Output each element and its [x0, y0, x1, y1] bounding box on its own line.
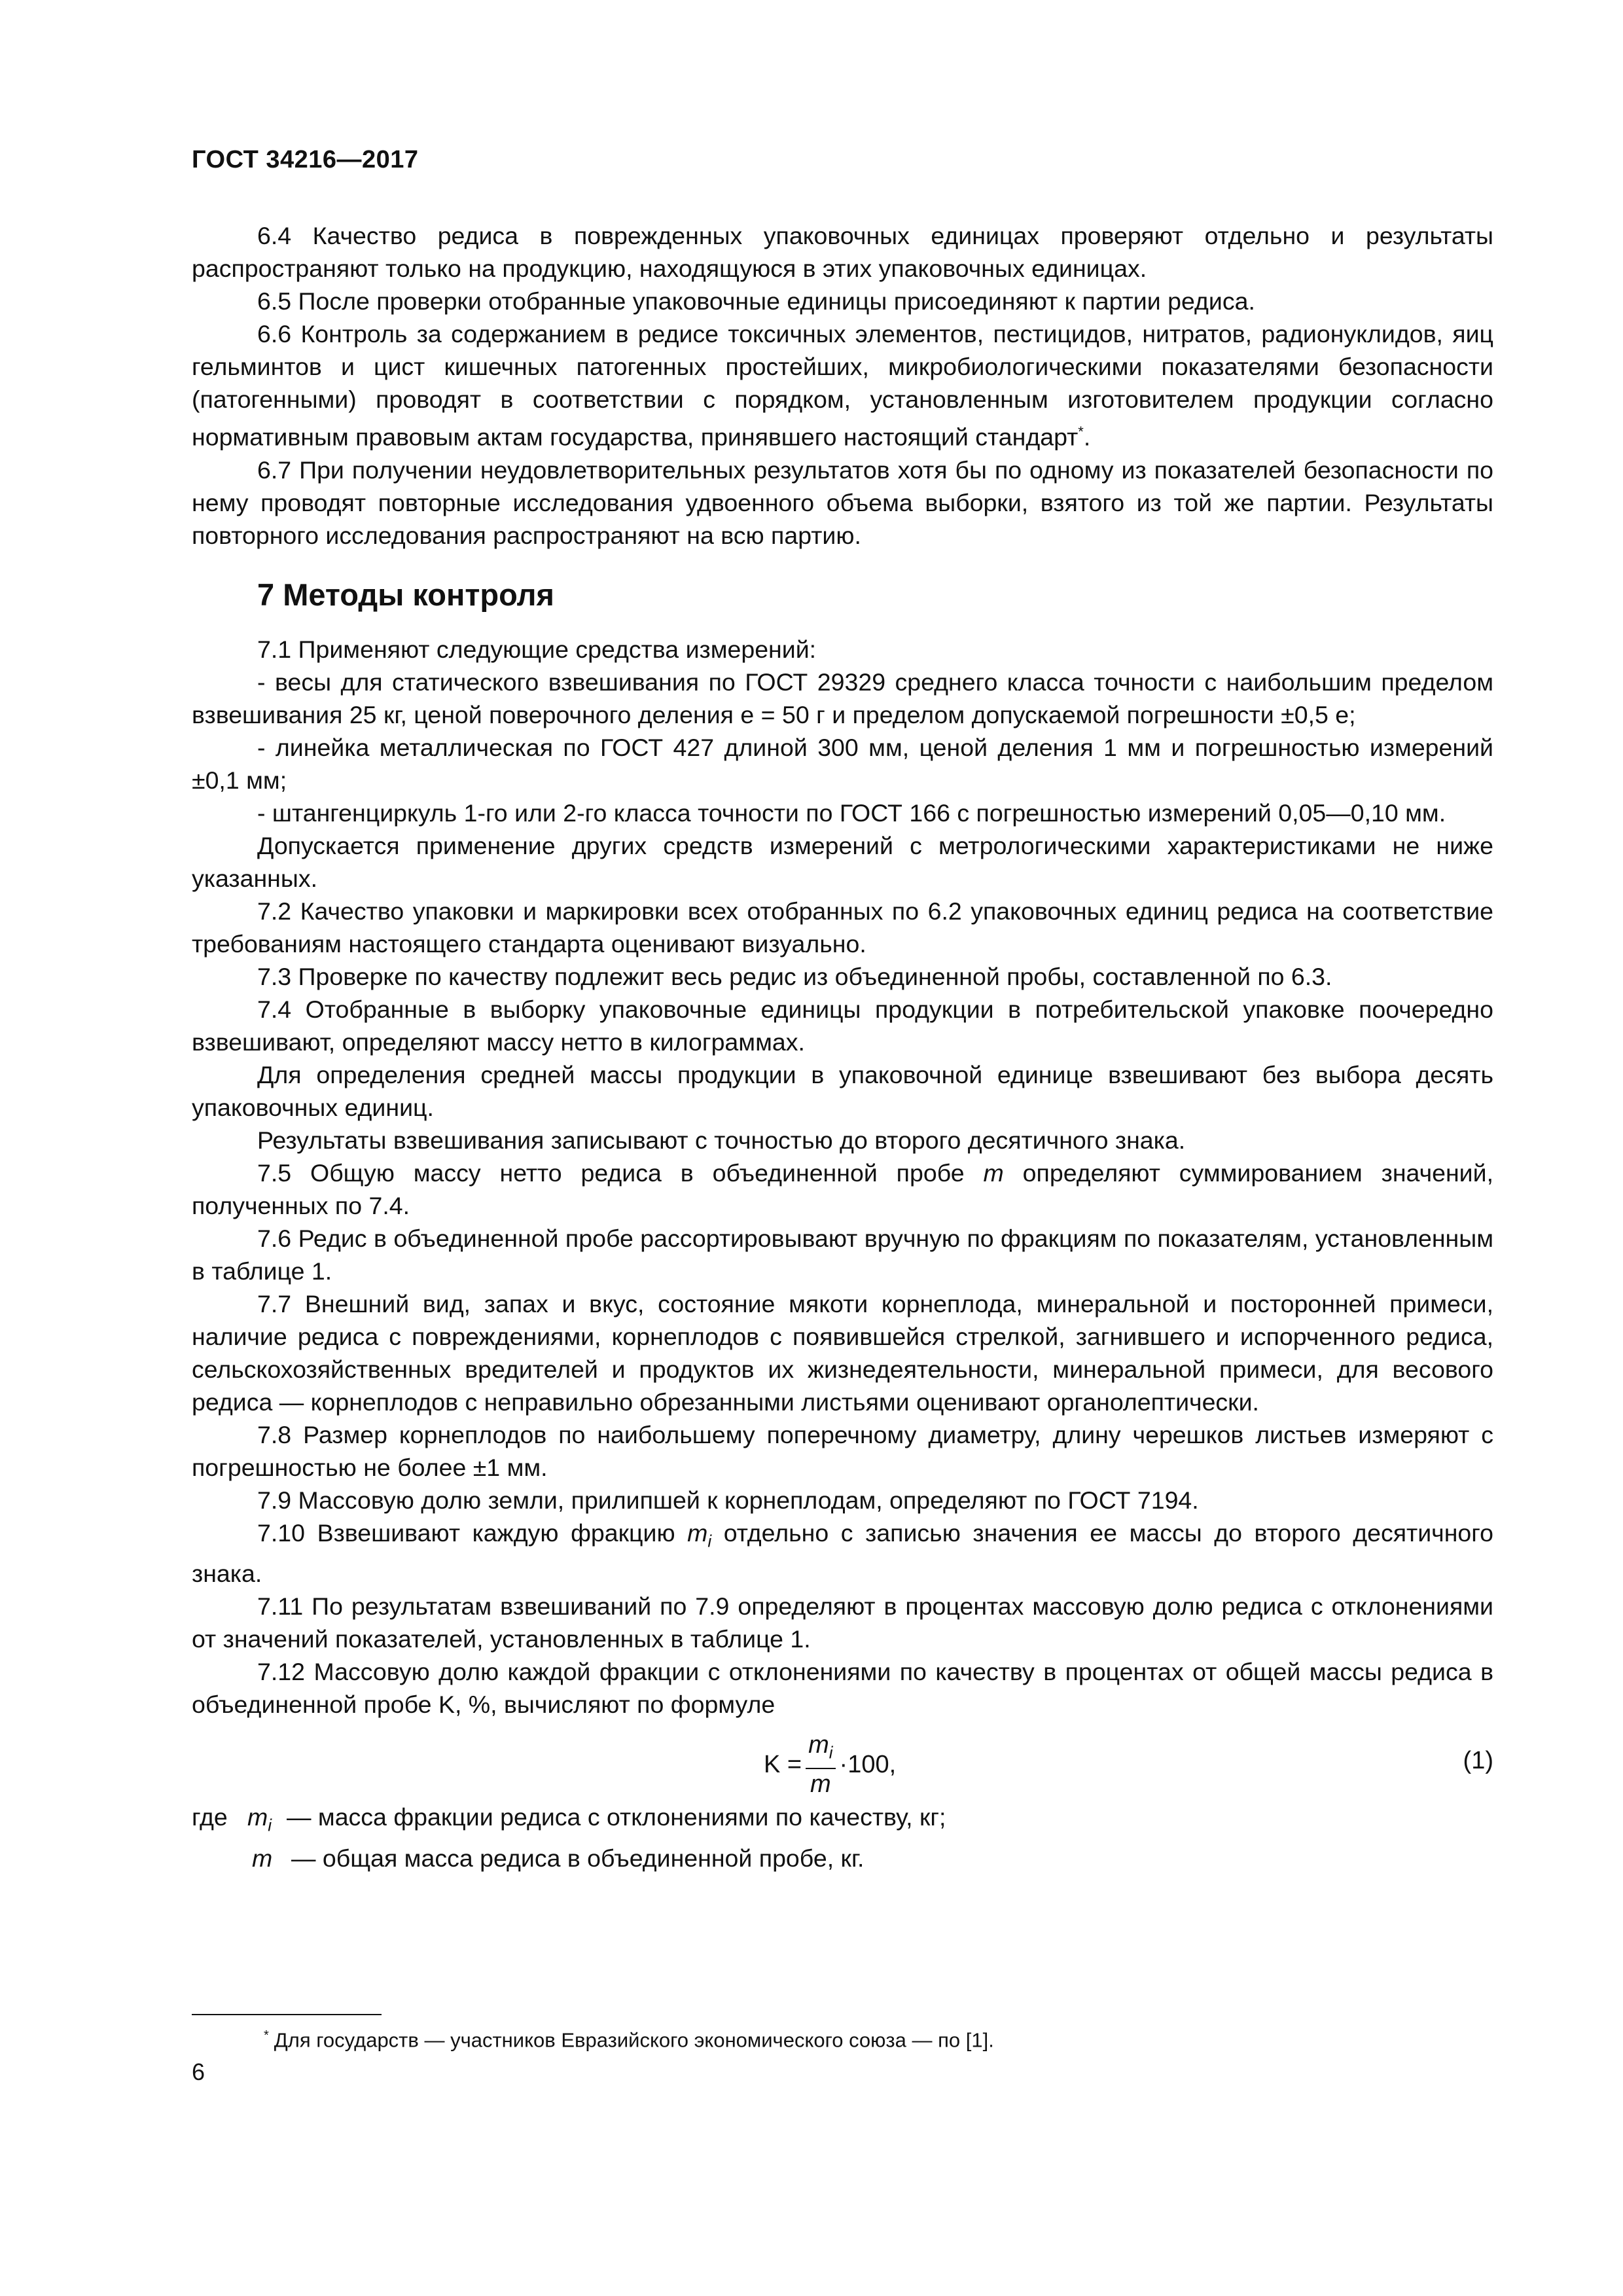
paragraph-7-1: 7.1 Применяют следующие средства измерений: [257, 635, 817, 663]
where-symbol-m: m [252, 1844, 273, 1872]
formula-denominator: m [810, 1770, 831, 1798]
section-7-heading: 7 Методы контроля [257, 577, 554, 612]
footnote [264, 2022, 994, 2053]
document-header: ГОСТ 34216—2017 [192, 146, 419, 173]
paragraph-6-4: 6.4 Качество редиса в поврежденных упаковочных единицах проверяют отдельно и результаты распространяют только на продукцию, находящуюся в этих упаковочных единицах. [192, 222, 1493, 282]
footnote-mark: * [264, 2028, 269, 2043]
where-line-2 [192, 1842, 1493, 1874]
where-symbol-mi [247, 1801, 287, 1842]
formula-number: (1) [1463, 1747, 1493, 1774]
paragraph-7-4: 7.4 Отобранные в выборку упаковочные единицы продукции в потребительской упаковке поочередно взвешивают, определяют массу нетто в килограммах. [192, 995, 1493, 1056]
footnote-text: Для государств — участников Евразийского экономического союза — по [1]. [274, 2028, 994, 2052]
where-definition-mi: — масса фракции редиса с отклонениями по качеству, кг; [287, 1803, 946, 1831]
list-item-scales: - весы для статического взвешивания по ГОСТ 29329 среднего класса точности с наибольшим пределом взвешивания 25 кг, ценой поверочного деления е = 50 г и пределом допускаемой погрешности ±0,5 е; [192, 668, 1493, 728]
formula [764, 1730, 896, 1799]
where-definition-m: — общая масса редиса в объединенной пробе, кг. [291, 1844, 865, 1872]
formula-fraction [806, 1730, 835, 1799]
paragraph-7-1-note: Допускается применение других средств измерений с метрологическими характеристиками не ниже указанных. [192, 831, 1493, 892]
paragraph-7-8: 7.8 Размер корнеплодов по наибольшему поперечному диаметру, длину черешков листьев измеряют с погрешностью не более ±1 мм. [192, 1420, 1493, 1481]
paragraph-7-4-b: Для определения средней массы продукции в упаковочной единице взвешивают без выбора десять упаковочных единиц. [192, 1060, 1493, 1121]
formula-numerator [806, 1730, 835, 1769]
paragraph-7-7: 7.7 Внешний вид, запах и вкус, состояние мякоти корнеплода, минеральной и посторонней примеси, наличие редиса с повреждениями, корнеплодов с появившейся стрелкой, загнившего и испорченного редиса, сельскохозяйственных вредителей и продуктов их жизнедеятельности, минеральной примеси, для весового редиса — корнеплодов с неправильно обрезанными листьями оценивают органолептически. [192, 1289, 1493, 1416]
paragraph-7-5 [192, 1157, 1493, 1222]
footnote-ref: * [1078, 423, 1084, 440]
paragraph-7-5-text-b: определяют суммированием значений, полученных по 7.4. [192, 1158, 1493, 1219]
where-label: где [192, 1803, 228, 1831]
paragraph-7-10-text-b: отдельно с записью значения ее массы до второго десятичного знака. [192, 1518, 1493, 1587]
where-symbol-mi-var: m [247, 1803, 268, 1831]
list-item-caliper: - штангенциркуль 1-го или 2-го класса точности по ГОСТ 166 с погрешностью измерений 0,05—0,10 мм. [257, 798, 1446, 827]
paragraph-7-10-text-a: 7.10 Взвешивают каждую фракцию [257, 1518, 688, 1547]
formula-block [192, 1726, 1493, 1798]
paragraph-7-12: 7.12 Массовую долю каждой фракции с отклонениями по качеству в процентах от общей массы редиса в объединенной пробе K, %, вычисляют по формуле [192, 1658, 1493, 1718]
variable-m: m [983, 1158, 1004, 1187]
paragraph-7-2: 7.2 Качество упаковки и маркировки всех отобранных по 6.2 упаковочных единиц редиса на соответствие требованиям настоящего стандарта оценивают визуально. [192, 897, 1493, 958]
formula-tail: ·100, [839, 1750, 897, 1778]
list-item-ruler: - линейка металлическая по ГОСТ 427 длиной 300 мм, ценой деления 1 мм и погрешностью измерений ±0,1 мм; [192, 733, 1493, 794]
where-symbol-mi-sub: i [268, 1815, 272, 1835]
paragraph-6-5: 6.5 После проверки отобранные упаковочные единицы присоединяют к партии редиса. [257, 287, 1255, 315]
paragraph-7-6: 7.6 Редис в объединенной пробе рассортировывают вручную по фракциям по показателям, установленным в таблице 1. [192, 1224, 1493, 1285]
paragraph-6-6-end: . [1083, 423, 1091, 451]
paragraph-6-7: 6.7 При получении неудовлетворительных результатов хотя бы по одному из показателей безопасности по нему проводят повторные исследования удвоенного объема выборки, взятого из той же партии. Результаты повторного исследования распространяют на всю партию. [192, 456, 1493, 549]
formula-numerator-sub: i [829, 1742, 833, 1763]
formula-numerator-var: m [808, 1731, 829, 1759]
footnote-divider [192, 2014, 382, 2015]
paragraph-7-3: 7.3 Проверке по качеству подлежит весь редис из объединенной пробы, составленной по 6.3. [257, 962, 1332, 990]
formula-lhs: K = [764, 1750, 802, 1778]
variable-mi-subscript: i [707, 1531, 712, 1551]
paragraph-7-11: 7.11 По результатам взвешиваний по 7.9 определяют в процентах массовую долю редиса с отклонениями от значений показателей, установленных в таблице 1. [192, 1592, 1493, 1653]
page-number: 6 [192, 2058, 205, 2085]
paragraph-7-4-c: Результаты взвешивания записывают с точностью до второго десятичного знака. [257, 1126, 1186, 1154]
paragraph-6-6 [192, 317, 1493, 454]
page-body [192, 219, 1493, 1874]
variable-mi: m [687, 1518, 708, 1547]
paragraph-7-10 [192, 1516, 1493, 1590]
where-line-1 [192, 1801, 1493, 1842]
paragraph-6-6-text: 6.6 Контроль за содержанием в редисе токсичных элементов, пестицидов, нитратов, радионуклидов, яиц гельминтов и цист кишечных патогенных простейших, микробиологическими показателями безопасности (патогенными) проводят в соответствии с порядком, установленным изготовителем продукции согласно нормативным правовым актам государства, принявшего настоящий стандарт [192, 320, 1493, 451]
paragraph-7-9: 7.9 Массовую долю земли, прилипшей к корнеплодам, определяют по ГОСТ 7194. [257, 1486, 1199, 1514]
paragraph-7-5-text-a: 7.5 Общую массу нетто редиса в объединенной пробе [257, 1158, 984, 1187]
